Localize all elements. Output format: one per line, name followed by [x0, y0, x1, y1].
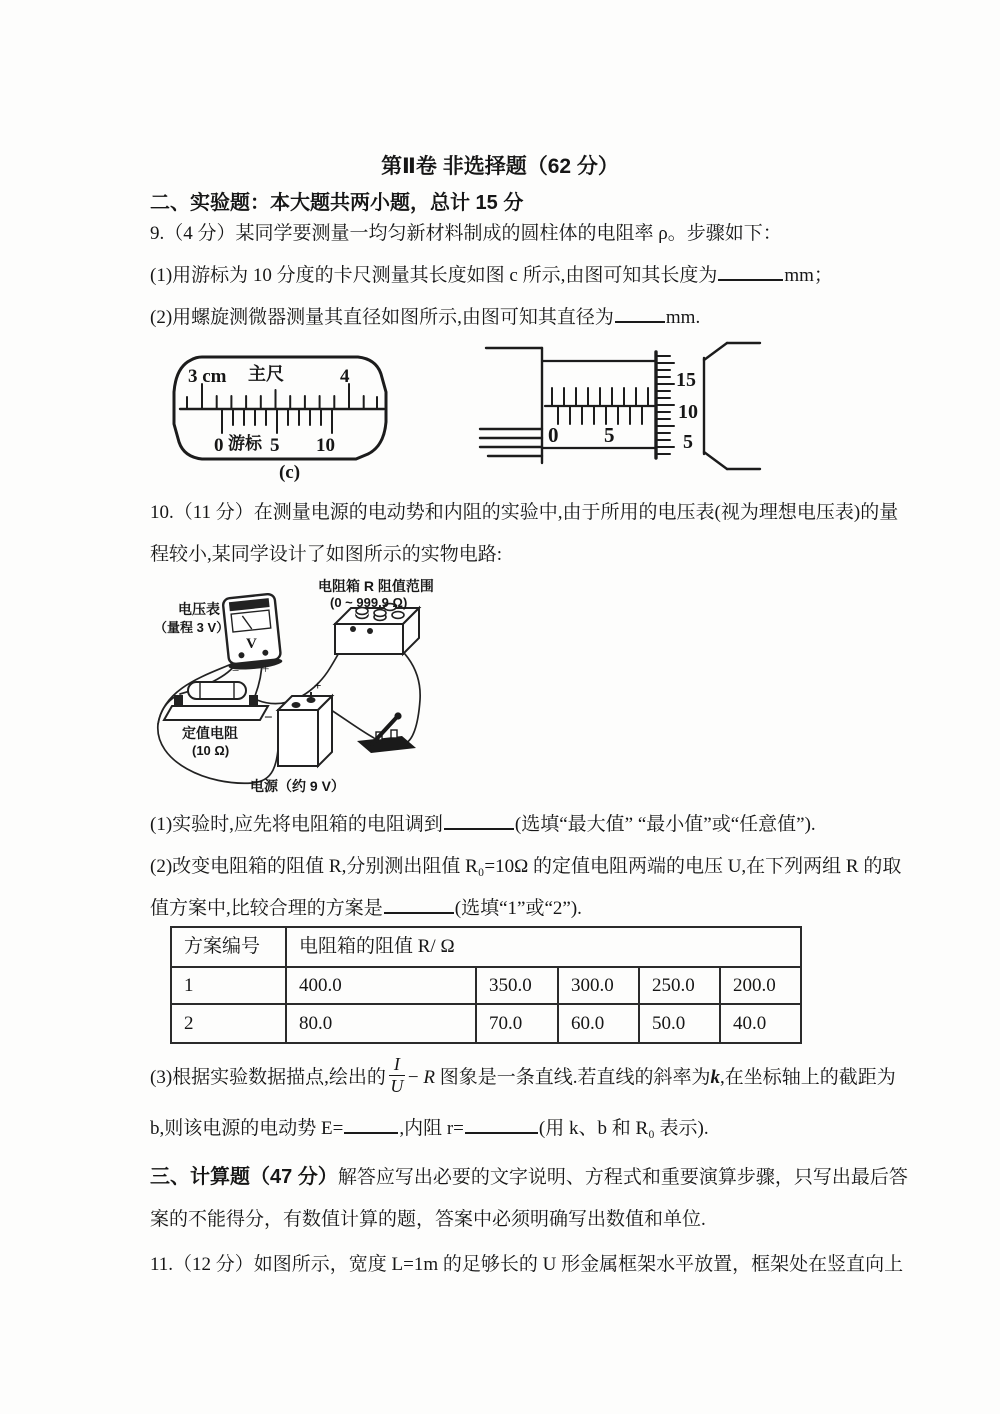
table-cell: 2 — [171, 1004, 286, 1043]
caliper-caption: (c) — [278, 462, 301, 483]
q10-part3-line2b: ,内阻 r= — [399, 1118, 464, 1139]
circuit-svg — [150, 576, 570, 806]
table-cell: 350.0 — [476, 967, 558, 1004]
section3 — [150, 1156, 908, 1241]
q10-part2-line2-post: (选填“1”或“2”). — [454, 898, 582, 919]
page-title: 第Ⅱ卷 非选择题（62 分） — [381, 155, 619, 178]
micrometer-0-label: 0 — [548, 423, 559, 447]
q9-part1 — [150, 259, 833, 293]
internal-resistance-blank — [465, 1112, 538, 1134]
micrometer-10-label: 10 — [678, 401, 698, 423]
micrometer-5-label: 5 — [604, 423, 615, 447]
section3-line2: 案的不能得分，有数值计算的题，答案中必须明确写出数值和单位. — [150, 1209, 706, 1230]
voltmeter-minus: − — [232, 663, 240, 678]
fixed-resistor — [164, 682, 268, 720]
resbox-label1: 电阻箱 R 阻值范围 — [318, 578, 434, 594]
micrometer-lower-ticks — [558, 406, 642, 424]
section3-line1 — [150, 1156, 908, 1199]
q10-part2-line2 — [150, 888, 901, 930]
q10-part3-k: k — [710, 1067, 720, 1088]
micrometer-figure — [478, 330, 763, 494]
caliper-main-label: 主尺 — [248, 364, 284, 384]
micrometer-15-label: 15 — [676, 369, 696, 391]
emf-blank — [344, 1112, 398, 1134]
q10-part3-line1 — [150, 1054, 896, 1102]
table-header-resistance: 电阻箱的阻值 R/ Ω — [286, 927, 801, 967]
q10-part3-line2c: (用 k、b 和 R₀ 表示). — [538, 1118, 709, 1139]
table-cell: 400.0 — [286, 967, 476, 1004]
q9-part2-unit: mm. — [665, 307, 701, 328]
voltmeter — [221, 593, 282, 678]
table-cell: 60.0 — [558, 1004, 639, 1043]
circuit-photo-figure — [150, 576, 570, 818]
table-cell: 80.0 — [286, 1004, 476, 1043]
section3-heading: 三、计算题（47 分） — [150, 1166, 338, 1188]
q10-part3-line2a: b,则该电源的电动势 E= — [150, 1118, 344, 1139]
table-cell: 40.0 — [720, 1004, 801, 1043]
q10-part2-blank — [384, 892, 454, 914]
section3-line1-rest: 解答应写出必要的文字说明、方程式和重要演算步骤，只写出最后答 — [337, 1167, 908, 1188]
battery-label: 电源（约 9 V） — [250, 778, 345, 794]
micrometer-5b-label: 5 — [683, 431, 693, 453]
q10-part1-post: (选填“最大值” “最小值”或“任意值”). — [514, 814, 816, 835]
q10-part1-text: (1)实验时,应先将电阻箱的电阻调到 — [150, 814, 443, 835]
section2-heading: 二、实验题：本大题共两小题，总计 15 分 — [150, 192, 524, 214]
caliper-vernier-ticks — [222, 409, 332, 433]
i-over-u-fraction — [389, 1055, 405, 1096]
q9-part1-blank — [718, 259, 783, 281]
caliper-vernier-label: 游标 — [228, 434, 262, 453]
table-cell: 50.0 — [639, 1004, 720, 1043]
table-cell: 70.0 — [476, 1004, 558, 1043]
caliper-3cm-label: 3 cm — [188, 366, 227, 387]
resistor-label2: (10 Ω) — [192, 743, 230, 758]
q10-stem — [150, 492, 898, 576]
q10-part1 — [150, 808, 816, 842]
micrometer-ratchet-cap — [704, 343, 760, 469]
fraction-numerator: I — [389, 1055, 405, 1076]
scheme-table-wrap — [170, 926, 802, 1044]
micrometer-upper-ticks — [552, 388, 648, 406]
q10-part2-line1: (2)改变电阻箱的阻值 R,分别测出阻值 R₀=10Ω 的定值电阻两端的电压 U,在下列两组 R 的取 — [150, 856, 902, 877]
q10-part3-pre: (3)根据实验数据描点,绘出的 — [150, 1067, 386, 1088]
q10-part3-tail: ,在坐标轴上的截距为 — [720, 1067, 896, 1088]
q10-part2 — [150, 846, 901, 930]
scheme-table — [170, 926, 802, 1044]
table-header-scheme: 方案编号 — [171, 927, 286, 967]
caliper-4-label: 4 — [340, 366, 350, 387]
battery — [278, 692, 332, 766]
table-cell: 300.0 — [558, 967, 639, 1004]
table-cell: 1 — [171, 967, 286, 1004]
q9-part2-blank — [615, 301, 665, 323]
vernier-caliper-svg — [172, 352, 407, 464]
voltmeter-plus: + — [262, 661, 270, 676]
resistance-box — [335, 604, 419, 654]
micrometer-svg — [478, 330, 763, 482]
q9-stem: 9.（4 分）某同学要测量一均匀新材料制成的圆柱体的电阻率 ρ。步骤如下： — [150, 223, 782, 244]
q11-stem: 11.（12 分）如图所示，宽度 L=1m 的足够长的 U 形金属框架水平放置，框架处在竖直向上 — [150, 1254, 904, 1275]
q10-part3-R: R — [423, 1067, 435, 1088]
q10-stem-line2: 程较小,某同学设计了如图所示的实物电路: — [150, 544, 503, 565]
voltmeter-label2: （量程 3 V） — [154, 620, 230, 635]
caliper-10-label: 10 — [316, 435, 335, 456]
caliper-5-label: 5 — [270, 435, 280, 456]
q9-part1-text: (1)用游标为 10 分度的卡尺测量其长度如图 c 所示,由图可知其长度为 — [150, 265, 718, 286]
battery-plus: + — [314, 678, 322, 693]
table-cell: 250.0 — [639, 967, 720, 1004]
q10-part3-mid: 图象是一条直线.若直线的斜率为 — [439, 1067, 711, 1088]
resistor-label1: 定值电阻 — [182, 725, 238, 741]
voltmeter-v-mark: V — [246, 636, 257, 652]
table-row — [171, 967, 801, 1004]
voltmeter-label1: 电压表 — [178, 601, 220, 617]
table-header-row — [171, 927, 801, 967]
q10-part3-line2 — [150, 1112, 709, 1146]
table-cell: 200.0 — [720, 967, 801, 1004]
q10-part1-blank — [444, 808, 514, 830]
resbox-label2: (0 ~ 999.9 Ω) — [330, 595, 408, 610]
table-row — [171, 1004, 801, 1043]
caliper-0-label: 0 — [214, 435, 224, 456]
q9-part1-unit: mm； — [784, 265, 833, 286]
q10-stem-line1: 10.（11 分）在测量电源的电动势和内阻的实验中,由于所用的电压表(视为理想电压表)的量 — [150, 502, 899, 523]
micrometer-frame — [480, 348, 542, 463]
caliper-main-ticks — [187, 384, 377, 409]
fraction-denominator: U — [390, 1076, 404, 1097]
q10-part2-line2-text: 值方案中,比较合理的方案是 — [150, 898, 383, 919]
q9-part2-text: (2)用螺旋测微器测量其直径如图所示,由图可知其直径为 — [150, 307, 614, 328]
battery-minus: − — [264, 710, 273, 726]
q10-part3-dash: − — [407, 1067, 419, 1088]
